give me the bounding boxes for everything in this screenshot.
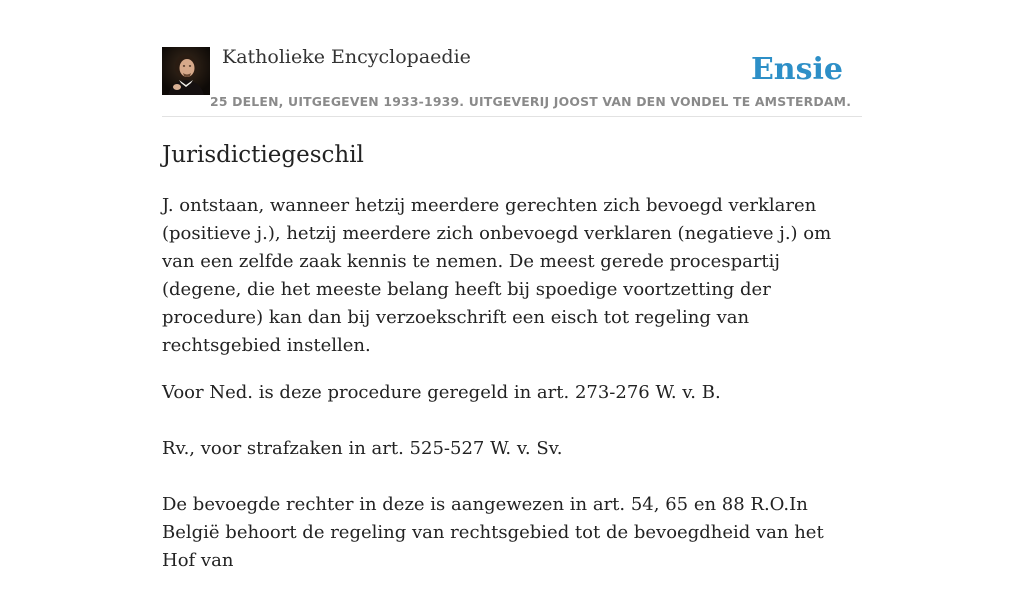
- ensie-logo-link[interactable]: Ensie: [750, 52, 843, 87]
- article-paragraph: J. ontstaan, wanneer hetzij meerdere gerechten zich bevoegd verklaren (positieve j.), hetzij meerdere zich onbevoegd verklaren (negatieve j.) om van een zelfde zaak kennis te nemen. De meest gerede procespartij (degene, die het meeste belang heeft bij spoedige voortzetting der procedure) kan dan bij verzoekschrift een eisch tot regeling van rechtsgebied instellen.: [162, 195, 832, 356]
- article-title: Jurisdictiegeschil: [162, 142, 364, 168]
- article-paragraph: Voor Ned. is deze procedure geregeld in art. 273-276 W. v. B.: [162, 382, 721, 403]
- site-header: [162, 40, 862, 117]
- article-paragraph: De bevoegde rechter in deze is aangewezen in art. 54, 65 en 88 R.O.In België behoort de regeling van rechtsgebied tot de bevoegdheid van het Hof van: [162, 494, 824, 571]
- book-title[interactable]: Katholieke Encyclopaedie: [222, 46, 471, 68]
- article: [162, 140, 862, 594]
- portrait-image: [162, 47, 210, 95]
- article-paragraph: Rv., voor strafzaken in art. 525-527 W. v. Sv.: [162, 438, 563, 459]
- book-cover-portrait[interactable]: [162, 47, 210, 95]
- book-subtitle: 25 DELEN, UITGEGEVEN 1933-1939. UITGEVERIJ JOOST VAN DEN VONDEL TE AMSTERDAM.: [210, 94, 852, 109]
